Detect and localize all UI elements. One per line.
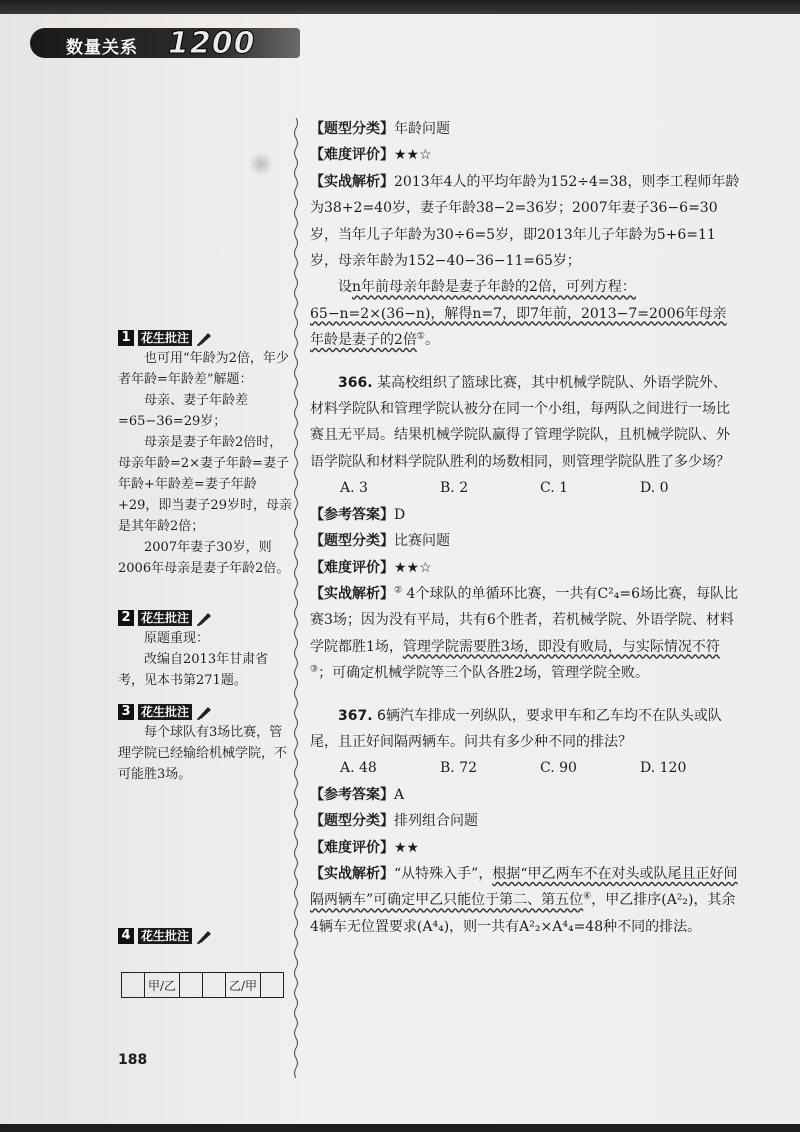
q366-answer: 【参考答案】D bbox=[310, 506, 406, 523]
q367-question: 367. 6辆汽车排成一列纵队，要求甲车和乙车均不在队头或队尾，且正好间隔两辆车。问共有多少种不同的排法？ bbox=[310, 707, 722, 750]
note-label: 花生批注 bbox=[138, 928, 192, 944]
note-number: 4 bbox=[118, 928, 134, 944]
top-band bbox=[0, 0, 800, 14]
q367-answer: 【参考答案】A bbox=[310, 786, 405, 803]
note-4 bbox=[118, 928, 293, 946]
note-label: 花生批注 bbox=[138, 704, 192, 720]
note-1-head bbox=[118, 330, 293, 346]
option: C. 90 bbox=[540, 760, 577, 777]
q365-analysis-2: 设n年前母亲年龄是妻子年龄的2倍，可列方程：65−n=2×(36−n)，解得n=7，即7年前，2013−7=2006年母亲年龄是妻子的2倍①。 bbox=[310, 279, 727, 349]
q366-difficulty: 【难度评价】★★☆ bbox=[310, 559, 432, 576]
q365-analysis: 【实战解析】2013年4人的平均年龄为152÷4=38，则李工程师年龄为38+2=40岁，妻子年龄38−2=36岁；2007年妻子36−6=30岁，当年儿子年龄为30÷6=5岁，即2013年儿子年龄为5+6=11岁，母亲年龄为152−40−36−11=65岁； bbox=[310, 173, 740, 270]
pen-icon bbox=[196, 330, 214, 346]
note-2 bbox=[118, 610, 293, 691]
pen-icon bbox=[196, 610, 214, 626]
note-label: 花生批注 bbox=[138, 610, 192, 626]
note-3-head bbox=[118, 704, 293, 720]
note-line: 母亲是妻子年龄2倍时，母亲年龄=2×妻子年龄=妻子年龄+年龄差=妻子年龄+29，即当妻子29岁时，母亲是其年龄2倍； bbox=[118, 435, 292, 534]
seat-arrangement-table bbox=[121, 972, 284, 998]
note-number: 2 bbox=[118, 610, 134, 626]
option: D. 120 bbox=[640, 760, 687, 777]
header-title: 数量关系 bbox=[66, 38, 138, 58]
seat-cell: 乙/甲 bbox=[226, 973, 261, 998]
note-line: 也可用“年龄为2倍，年少者年龄=年龄差”解题： bbox=[118, 351, 289, 387]
q365-type: 【题型分类】年龄问题 bbox=[310, 121, 450, 137]
note-4-head bbox=[118, 928, 293, 944]
seat-cell bbox=[180, 973, 203, 998]
q366-question: 366. 某高校组织了篮球比赛，其中机械学院队、外语学院外、材料学院队和管理学院认被分在同一个小组，每两队之间进行一场比赛且无平局。结果机械学院队赢得了管理学院队，且机械学院队、外语学院队和材料学院队胜利的场数相同，则管理学院队胜了多少场？ bbox=[310, 374, 730, 470]
q367-difficulty: 【难度评价】★★ bbox=[310, 839, 420, 856]
main-column bbox=[310, 116, 740, 940]
note-line: 改编自2013年甘肃省考，见本书第271题。 bbox=[118, 652, 269, 688]
pen-icon bbox=[196, 928, 214, 944]
note-label: 花生批注 bbox=[138, 330, 192, 346]
note-number: 3 bbox=[118, 704, 134, 720]
note-number: 1 bbox=[118, 330, 134, 346]
page-stain bbox=[248, 152, 274, 176]
option: A. 3 bbox=[340, 480, 368, 497]
option: C. 1 bbox=[540, 480, 569, 497]
seat-cell: 甲/乙 bbox=[145, 973, 180, 998]
option: B. 2 bbox=[440, 480, 469, 497]
q367-type: 【题型分类】排列组合问题 bbox=[310, 813, 478, 830]
option: A. 48 bbox=[340, 760, 377, 777]
q366-options bbox=[310, 475, 740, 501]
note-line: 母亲、妻子年龄差=65−36=29岁； bbox=[118, 393, 249, 429]
note-3 bbox=[118, 704, 293, 785]
q367-analysis: 【实战解析】“从特殊入手”，根据“甲乙两车不在对头或队尾且正好间隔两辆车”可确定甲乙只能位于第二、第五位④，甲乙排序(A²₂)，其余4辆车无位置要求(A⁴₄)，则一共有A²₂×A⁴₄=48种不同的排法。 bbox=[310, 865, 738, 935]
note-2-head bbox=[118, 610, 293, 626]
note-3-body bbox=[118, 722, 293, 785]
column-divider bbox=[292, 118, 300, 1078]
seat-cell bbox=[122, 973, 145, 998]
page-number: 188 bbox=[118, 1052, 148, 1068]
option: D. 0 bbox=[640, 480, 669, 497]
note-line: 每个球队有3场比赛，管理学院已经输给机械学院，不可能胜3场。 bbox=[118, 725, 288, 782]
pen-icon bbox=[196, 704, 214, 720]
header-number: 1200 bbox=[168, 26, 256, 61]
note-2-body bbox=[118, 628, 293, 691]
note-line: 原题重现： bbox=[144, 631, 210, 646]
q366-analysis: 【实战解析】② 4个球队的单循环比赛，一共有C²₄=6场比赛，每队比赛3场；因为没有平局，共有6个胜者，若机械学院、外语学院、材料学院都胜1场，管理学院需要胜3场，即没有败局，与实际情况不符③；可确定机械学院等三个队各胜2场，管理学院全败。 bbox=[310, 585, 739, 682]
seat-cell bbox=[261, 973, 284, 998]
bottom-band bbox=[0, 1124, 800, 1132]
q366-type: 【题型分类】比赛问题 bbox=[310, 533, 450, 550]
note-line: 2007年妻子30岁，则2006年母亲是妻子年龄2倍。 bbox=[118, 540, 290, 576]
q367-options bbox=[310, 755, 740, 781]
option: B. 72 bbox=[440, 760, 478, 777]
q365-difficulty: 【难度评价】★★☆ bbox=[310, 147, 432, 164]
note-1-body bbox=[118, 348, 293, 579]
seat-cell bbox=[203, 973, 226, 998]
note-1 bbox=[118, 330, 293, 579]
